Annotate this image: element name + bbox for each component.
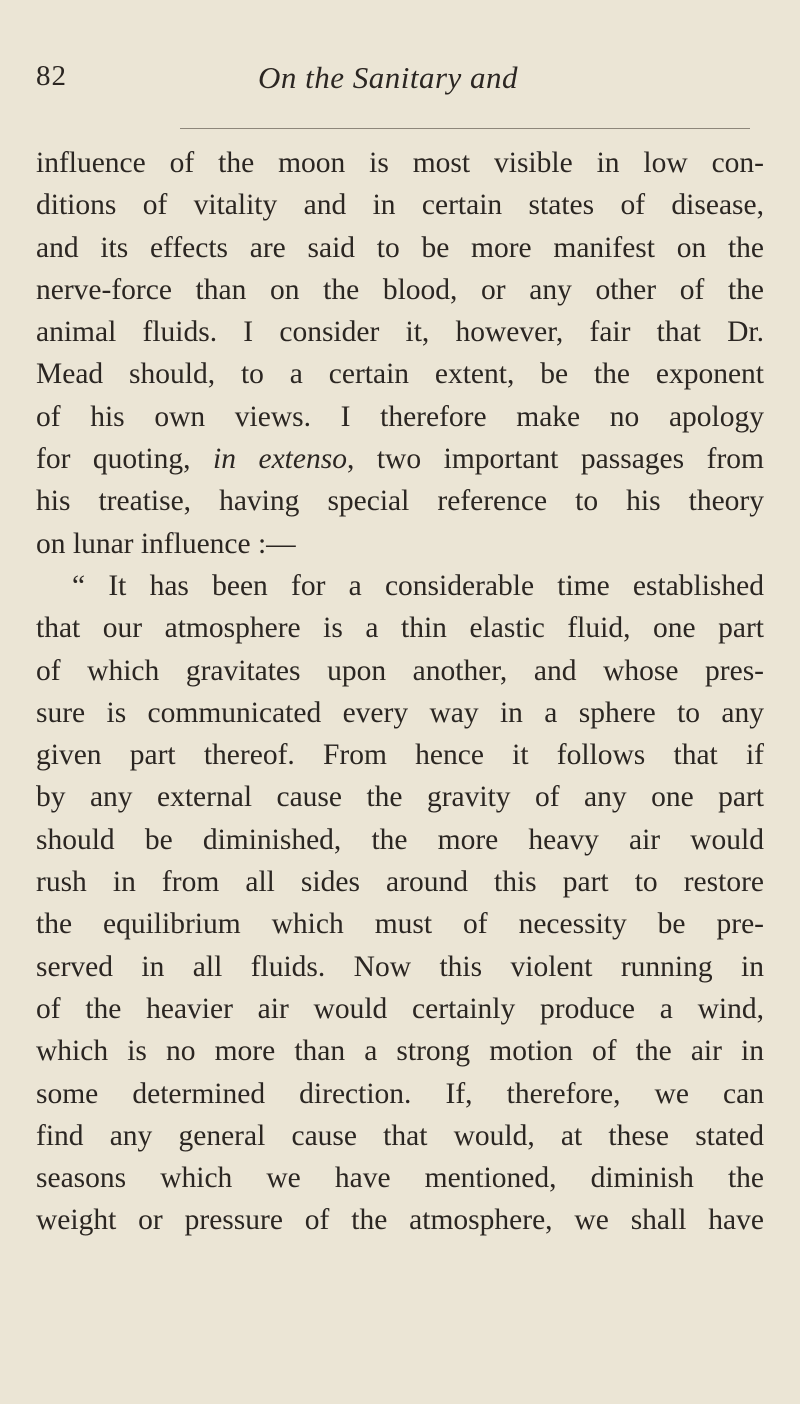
text-line: of his own views. I therefore make no apology (36, 400, 764, 433)
text-line: find any general cause that would, at these stated (36, 1119, 764, 1152)
text-line: given part thereof. From hence it follows that if (36, 739, 764, 772)
italic-phrase: in extenso (213, 443, 347, 476)
text-line (36, 438, 764, 480)
text-segment: for quoting, (36, 443, 213, 476)
text-line: some determined direction. If, therefore, we can (36, 1077, 764, 1110)
text-line: and its effects are said to be more manifest on the (36, 231, 764, 264)
body-text (36, 142, 764, 1242)
text-line: animal fluids. I consider it, however, fair that Dr. (36, 316, 764, 349)
text-line: rush in from all sides around this part to restore (36, 866, 764, 899)
text-line: by any external cause the gravity of any one part (36, 781, 764, 814)
text-line: weight or pressure of the atmosphere, we shall have (36, 1204, 764, 1237)
text-line: Mead should, to a certain extent, be the exponent (36, 358, 764, 391)
text-line: influence of the moon is most visible in low con- (36, 147, 764, 179)
quote-start-line: “ It has been for a considerable time established (72, 569, 764, 602)
header-rule (180, 128, 750, 129)
text-segment: , two important passages from (346, 443, 764, 476)
text-line: ditions of vitality and in certain states of disease, (36, 189, 764, 222)
text-line: of which gravitates upon another, and whose pres- (36, 654, 764, 687)
running-head: On the Sanitary and (258, 60, 519, 95)
text-line: nerve-force than on the blood, or any other of the (36, 273, 764, 306)
text-line: served in all fluids. Now this violent running in (36, 950, 764, 983)
text-line: his treatise, having special reference to his theory (36, 485, 764, 518)
text-line: the equilibrium which must of necessity be pre- (36, 908, 764, 941)
text-line: of the heavier air would certainly produce a wind, (36, 992, 764, 1025)
text-line: sure is communicated every way in a sphere to any (36, 696, 764, 729)
page-header (36, 60, 756, 110)
text-line: that our atmosphere is a thin elastic fluid, one part (36, 612, 764, 645)
text-line: on lunar influence :— (36, 527, 296, 560)
text-line: seasons which we have mentioned, diminish the (36, 1162, 764, 1195)
text-line: should be diminished, the more heavy air would (36, 823, 764, 856)
text-line: which is no more than a strong motion of the air in (36, 1035, 764, 1068)
page-number: 82 (36, 60, 67, 92)
